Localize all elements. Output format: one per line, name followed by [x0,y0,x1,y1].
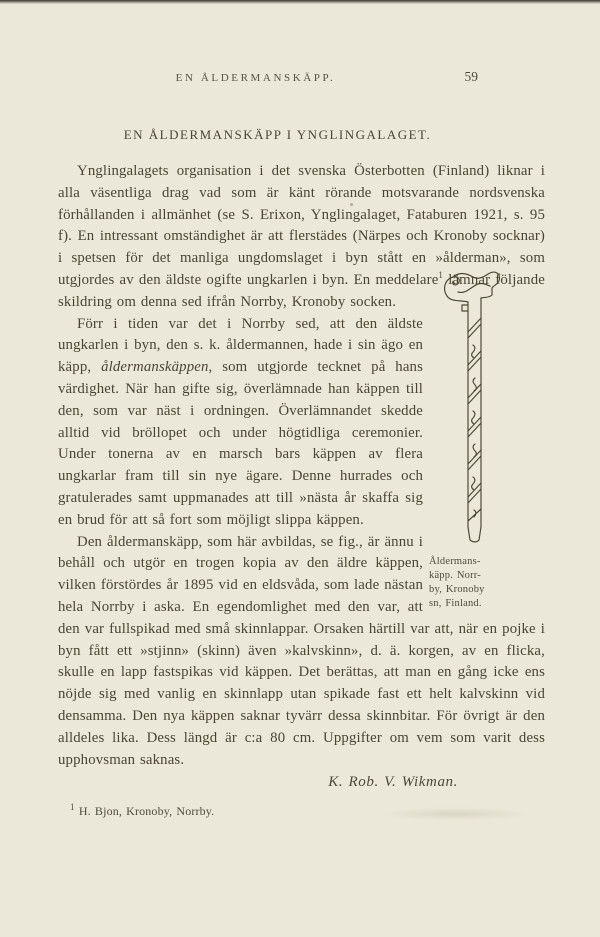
footnote-marker: 1 [70,802,75,813]
running-header: EN ÅLDERMANSKÄPP. [175,72,336,84]
footnote-text: H. Bjon, Kronoby, Norrby. [78,804,215,819]
article-title: EN ÅLDERMANSKÄPP I YNGLINGALAGET. [123,127,432,142]
paragraph-text: Ynglingalagets organisation i det svenska Österbotten (Finland) liknar i alla väsentliga drag vad som är känt rörande motsvarande nordsvenska förhållanden i allmänhet (se S. Erixon, Ynglingalaget, Fataburen 1921, s. 95 f). En intressant omständighet är att flerstädes (Närpes och Kronoby socknar) i spetsen för det manliga ungdomslaget i byn stått en »ålderman», som utgjordes av den äldste ogifte ungkarlen i byn. En meddelare [58,163,545,288]
article-body [58,161,545,819]
page-header [58,69,545,90]
staff-figure [427,314,545,614]
caption-line: käpp. Norr- [429,569,481,581]
page-number: 59 [464,69,478,84]
footnote-marker: 1 [438,270,444,281]
paragraph-text: Förr i tiden var det i Norrby sed, att den äldste ungkarlen i byn, den s. k. åldermannen, hade i sin ägo en käpp, [58,315,423,376]
author-signature: K. Rob. V. Wikman. [328,774,458,791]
paragraph-text: , som utgjorde tecknet på hans värdighet. När han gifte sig, överlämnade han käppen till den, som var näst i ordningen. Överlämnandet skedde alltid vid bröllopet och under högtidliga ceremonier. Under tonerna av en marsch bars käppen av flera ungkarlar fram till sin nye ägare. Denne hurrades och gratulerades samt uppmanades att till »nästa år skaffa sig en brud för att så fort som möjligt slippa käppen. [58,359,424,528]
paragraph-text: lämnar följande skildring om denna sed ifrån Norrby, Kronoby socken. [58,271,545,310]
body-paragraph-3: Den åldermanskäpp, som här avbildas, se fig., är ännu i behåll och utgör en trogen kopia av den äldre käppen, vilken förstördes år 1895 vid en eldsvåda, som lade nästan hela Norrby i aska. En egendomlighet med den var, att den var fullspikad med små skinnlappar. Orsaken härtill var att, när en pojke i byn fått ett »stjinn» (skinn) även »kalvskinn», d. ä. korgen, av en flicka, skulle en lapp fastspikas vid käppen. Det berättas, att man en gång icke ens nöjde sig med vanlig en skinnlapp utan spikade fast ett helt kalvskinn vid densamma. Den nya käppen saknar tyvärr dessa skinnbitar. För övrigt är den alldeles lika. Dess längd är c:a 80 cm. Uppgifter om vem som varit dess upphovsman saknas. [58,533,545,768]
caption-line: sn, Finland. [429,597,482,609]
print-through-smudge [380,808,530,820]
italic-term: åldermanskäppen [101,359,209,376]
alderman-staff-drawing [441,269,519,551]
body-paragraph-1 [58,161,545,314]
caption-line: by, Kronoby [429,583,485,595]
caption-line: Åldermans- [429,555,481,567]
figure-caption [429,555,545,611]
